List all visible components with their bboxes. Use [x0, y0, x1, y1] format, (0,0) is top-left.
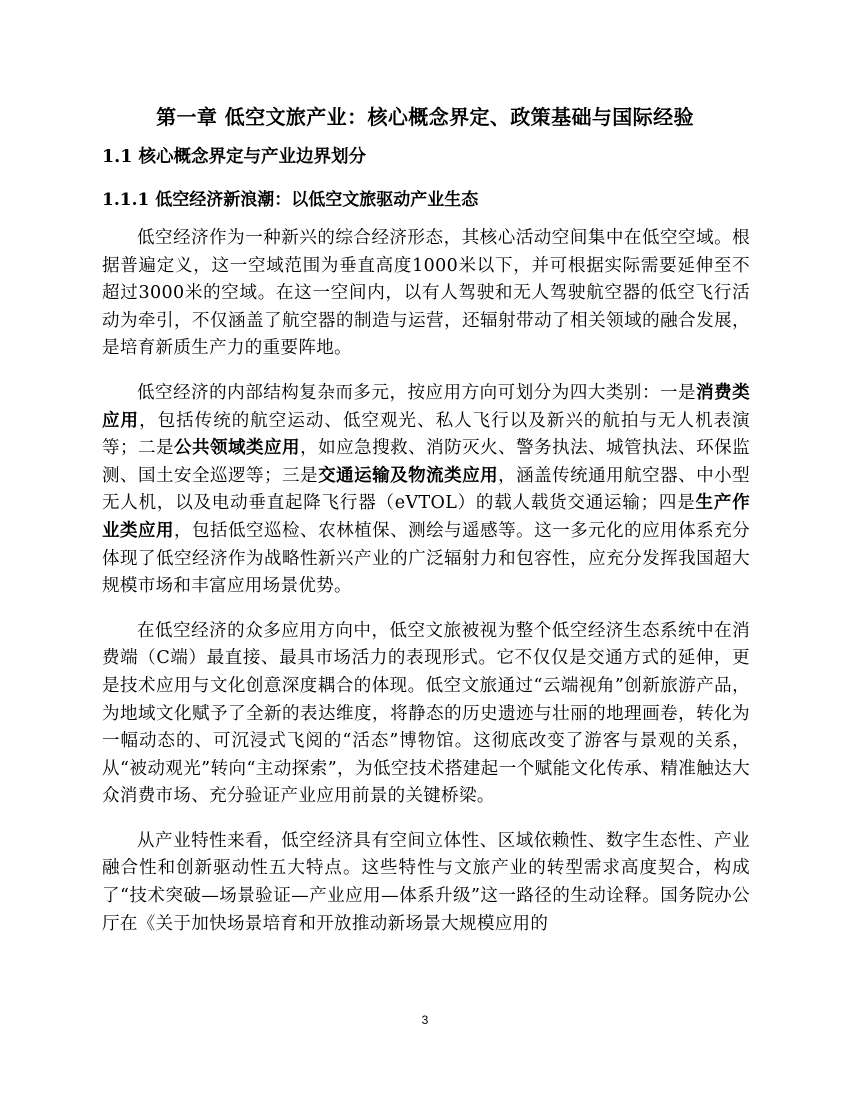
term-production-applications: 生产作业类应用 — [102, 493, 750, 541]
term-public-applications: 公共领域类应用 — [174, 438, 301, 459]
paragraph-2-text-4: ，涵盖传统通用航空器、中小型无人机，以及电动垂直起降飞行器（eVTOL）的载人载货交通运输；四是 — [102, 465, 751, 514]
paragraph-2-text-2: ，包括传统的航空运动、低空观光、私人飞行以及新兴的航拍与无人机表演等；二是 — [102, 410, 750, 459]
paragraph-2 — [102, 380, 750, 601]
page-number: 3 — [421, 1013, 429, 1027]
paragraph-3: 在低空经济的众多应用方向中，低空文旅被视为整个低空经济生态系统中在消费端（C端）最直接、最具市场活力的表现形式。它不仅仅是交通方式的延伸，更是技术应用与文化创意深度耦合的体现。低空文旅通过“云端视角”创新旅游产品，为地域文化赋予了全新的表达维度，将静态的历史遗迹与壮丽的地理画卷，转化为一幅动态的、可沉浸式飞阅的“活态”博物馆。这彻底改变了游客与景观的关系，从“被动观光”转向“主动探索”，为低空技术搭建起一个赋能文化传承、精准触达大众消费市场、充分验证产业应用前景的关键桥梁。 — [102, 620, 750, 807]
paragraph-1: 低空经济作为一种新兴的综合经济形态，其核心活动空间集中在低空空域。根据普遍定义，这一空域范围为垂直高度1000米以下，并可根据实际需要延伸至不超过3000米的空域。在这一空间内，以有人驾驶和无人驾驶航空器的低空飞行活动为牵引，不仅涵盖了航空器的制造与运营，还辐射带动了相关领域的融合发展，是培育新质生产力的重要阵地。 — [102, 228, 750, 359]
term-consumer-applications: 消费类应用 — [102, 382, 750, 431]
term-transport-logistics-applications: 交通运输及物流类应用 — [318, 465, 499, 486]
body-text — [102, 225, 750, 955]
chapter-title: 第一章 低空文旅产业：核心概念界定、政策基础与国际经验 — [156, 105, 694, 129]
paragraph-2-text-5: ，包括低空巡检、农林植保、测绘与遥感等。这一多元化的应用体系充分体现了低空经济作为战略性新兴产业的广泛辐射力和包容性，应充分发挥我国超大规模市场和丰富应用场景优势。 — [102, 520, 751, 597]
paragraph-2-text-3: ，如应急搜救、消防灭火、警务执法、城管执法、环保监测、国土安全巡逻等；三是 — [102, 438, 751, 486]
subsection-title: 1.1.1 低空经济新浪潮：以低空文旅驱动产业生态 — [102, 190, 479, 210]
paragraph-4: 从产业特性来看，低空经济具有空间立体性、区域依赖性、数字生态性、产业融合性和创新驱动性五大特点。这些特性与文旅产业的转型需求高度契合，构成了“技术突破—场景验证—产业应用—体系升级”这一路径的生动诠释。国务院办公厅在《关于加快场景培育和开放推动新场景大规模应用的 — [102, 830, 750, 934]
paragraph-2-text-1: 低空经济的内部结构复杂而多元，按应用方向可划分为四大类别：一是 — [137, 382, 697, 403]
section-title: 1.1 核心概念界定与产业边界划分 — [102, 147, 367, 167]
